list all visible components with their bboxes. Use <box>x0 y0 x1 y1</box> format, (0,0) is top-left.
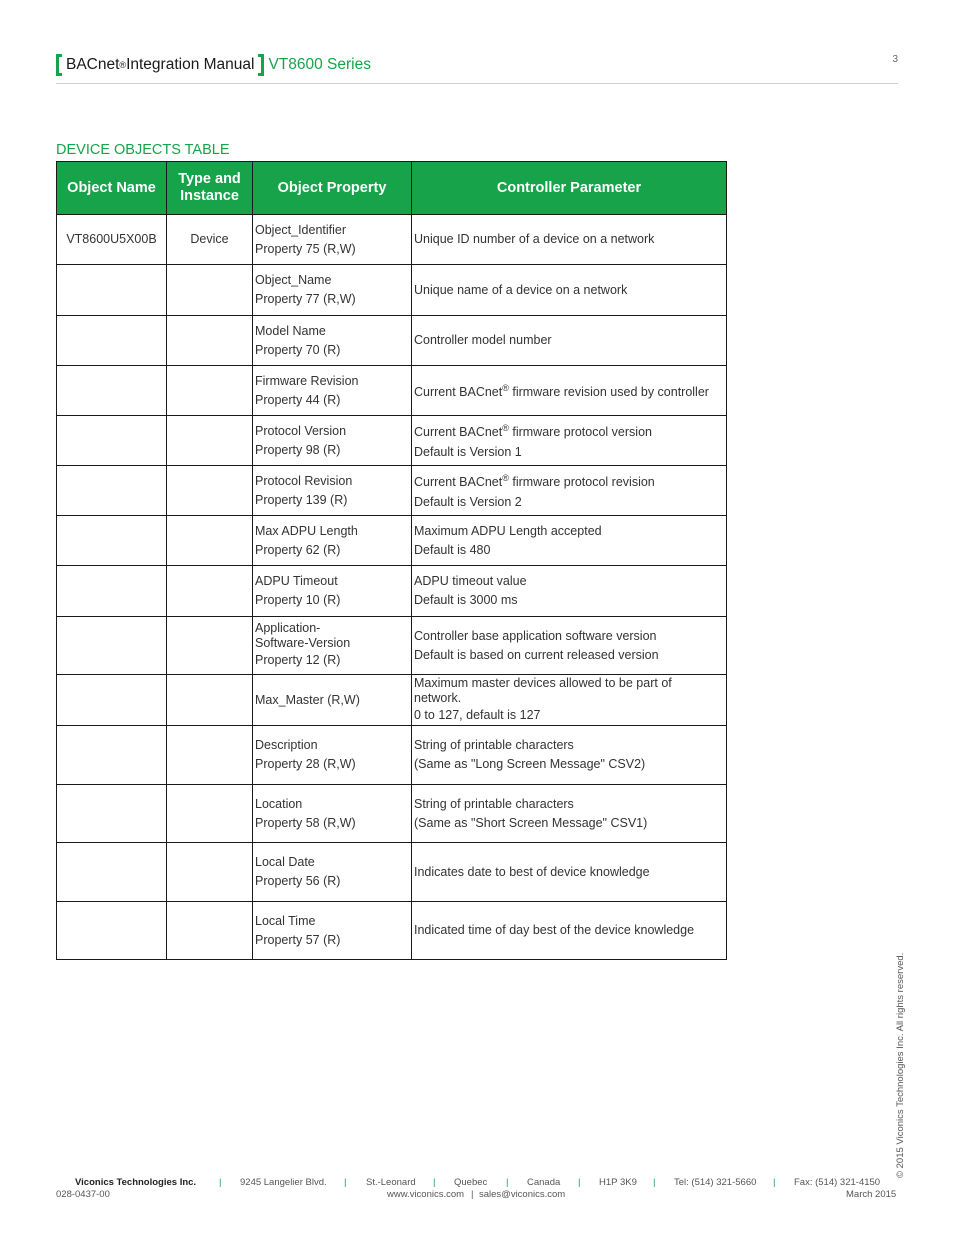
section-title: DEVICE OBJECTS TABLE <box>56 142 230 158</box>
object-name-cell <box>57 785 167 843</box>
page-footer <box>56 1177 898 1201</box>
footer-address: 9245 Langelier Blvd. <box>240 1177 327 1188</box>
type-cell <box>167 902 253 960</box>
footer-separator: | <box>773 1177 776 1188</box>
device-objects-table <box>56 161 727 960</box>
table-header-row <box>57 162 727 215</box>
property-cell: Description Property 28 (R,W) <box>253 726 412 785</box>
manual-name: Integration Manual <box>126 56 255 73</box>
manual-title <box>56 54 371 76</box>
parameter-cell: ADPU timeout value Default is 3000 ms <box>412 566 727 617</box>
parameter-cell: Indicated time of day best of the device knowledge <box>412 902 727 960</box>
table-row <box>57 566 727 617</box>
parameter-cell: Indicates date to best of device knowledge <box>412 843 727 902</box>
footer-contact-row <box>56 1177 898 1189</box>
page-number: 3 <box>892 54 898 65</box>
object-name-cell <box>57 726 167 785</box>
footer-separator: | <box>471 1189 474 1200</box>
type-cell <box>167 566 253 617</box>
object-name-cell <box>57 902 167 960</box>
type-cell <box>167 416 253 466</box>
table-row <box>57 785 727 843</box>
header-controller-parameter: Controller Parameter <box>412 162 727 215</box>
type-cell <box>167 316 253 366</box>
table-row <box>57 516 727 566</box>
property-cell: Max ADPU Length Property 62 (R) <box>253 516 412 566</box>
property-cell: Max_Master (R,W) <box>253 675 412 726</box>
footer-tel: Tel: (514) 321-5660 <box>674 1177 757 1188</box>
table-row <box>57 726 727 785</box>
property-cell: Local Date Property 56 (R) <box>253 843 412 902</box>
property-cell: Local Time Property 57 (R) <box>253 902 412 960</box>
type-cell <box>167 726 253 785</box>
object-name-cell <box>57 566 167 617</box>
object-name-cell <box>57 416 167 466</box>
registered-mark: ® <box>119 60 127 70</box>
footer-separator: | <box>433 1177 436 1188</box>
parameter-cell: String of printable characters (Same as "Long Screen Message" CSV2) <box>412 726 727 785</box>
footer-separator: | <box>506 1177 509 1188</box>
footer-separator: | <box>219 1177 222 1188</box>
table-row <box>57 366 727 416</box>
type-cell <box>167 366 253 416</box>
parameter-cell: Controller model number <box>412 316 727 366</box>
footer-company: Viconics Technologies Inc. <box>75 1177 197 1188</box>
parameter-cell: Maximum master devices allowed to be part of network. 0 to 127, default is 127 <box>412 675 727 726</box>
parameter-cell: Controller base application software version Default is based on current released version <box>412 617 727 675</box>
footer-fax: Fax: (514) 321-4150 <box>794 1177 881 1188</box>
parameter-cell: Current BACnet® firmware protocol version Default is Version 1 <box>412 416 727 466</box>
footer-separator: | <box>344 1177 347 1188</box>
parameter-cell: Current BACnet® firmware revision used by controller <box>412 366 727 416</box>
parameter-cell: String of printable characters (Same as "Short Screen Message" CSV1) <box>412 785 727 843</box>
object-name-cell <box>57 466 167 516</box>
type-cell <box>167 675 253 726</box>
type-cell <box>167 466 253 516</box>
property-cell: Protocol Version Property 98 (R) <box>253 416 412 466</box>
property-cell: Model Name Property 70 (R) <box>253 316 412 366</box>
footer-email-link[interactable]: sales@viconics.com <box>479 1189 566 1200</box>
footer-city: St.-Leonard <box>366 1177 416 1188</box>
footer-meta-row <box>56 1189 898 1201</box>
footer-separator: | <box>578 1177 581 1188</box>
object-name-cell: VT8600U5X00B <box>57 215 167 265</box>
property-cell: Object_Identifier Property 75 (R,W) <box>253 215 412 265</box>
parameter-cell: Unique name of a device on a network <box>412 265 727 316</box>
table-row <box>57 416 727 466</box>
header-object-name: Object Name <box>57 162 167 215</box>
series-name: VT8600 Series <box>268 56 371 73</box>
footer-doc-number: 028-0437-00 <box>56 1189 110 1200</box>
table-row <box>57 265 727 316</box>
type-cell <box>167 843 253 902</box>
property-cell: Location Property 58 (R,W) <box>253 785 412 843</box>
property-cell: Object_Name Property 77 (R,W) <box>253 265 412 316</box>
property-cell: ADPU Timeout Property 10 (R) <box>253 566 412 617</box>
table-row <box>57 902 727 960</box>
type-cell <box>167 617 253 675</box>
footer-country: Canada <box>527 1177 561 1188</box>
parameter-cell: Current BACnet® firmware protocol revision Default is Version 2 <box>412 466 727 516</box>
property-cell: Firmware Revision Property 44 (R) <box>253 366 412 416</box>
property-cell: Protocol Revision Property 139 (R) <box>253 466 412 516</box>
object-name-cell <box>57 617 167 675</box>
type-cell <box>167 516 253 566</box>
header-type-instance: Type and Instance <box>167 162 253 215</box>
object-name-cell <box>57 316 167 366</box>
type-cell <box>167 785 253 843</box>
footer-province: Quebec <box>454 1177 488 1188</box>
object-name-cell <box>57 265 167 316</box>
right-bracket-icon <box>258 54 264 76</box>
footer-postal: H1P 3K9 <box>599 1177 637 1188</box>
parameter-cell: Maximum ADPU Length accepted Default is 480 <box>412 516 727 566</box>
type-cell <box>167 265 253 316</box>
table-row <box>57 617 727 675</box>
footer-date: March 2015 <box>846 1189 897 1200</box>
table-row <box>57 215 727 265</box>
table-row <box>57 843 727 902</box>
table-row <box>57 675 727 726</box>
page-header <box>56 52 898 84</box>
parameter-cell: Unique ID number of a device on a network <box>412 215 727 265</box>
object-name-cell <box>57 843 167 902</box>
copyright-notice: © 2015 Viconics Technologies Inc. All rights reserved. <box>895 952 906 1178</box>
table-row <box>57 466 727 516</box>
footer-website-link[interactable]: www.viconics.com <box>387 1189 465 1200</box>
brand-name: BACnet <box>66 56 120 73</box>
footer-separator: | <box>653 1177 656 1188</box>
header-object-property: Object Property <box>253 162 412 215</box>
property-cell: Application- Software-Version Property 12 (R) <box>253 617 412 675</box>
object-name-cell <box>57 675 167 726</box>
object-name-cell <box>57 516 167 566</box>
table-row <box>57 316 727 366</box>
type-cell: Device <box>167 215 253 265</box>
left-bracket-icon <box>56 54 62 76</box>
object-name-cell <box>57 366 167 416</box>
